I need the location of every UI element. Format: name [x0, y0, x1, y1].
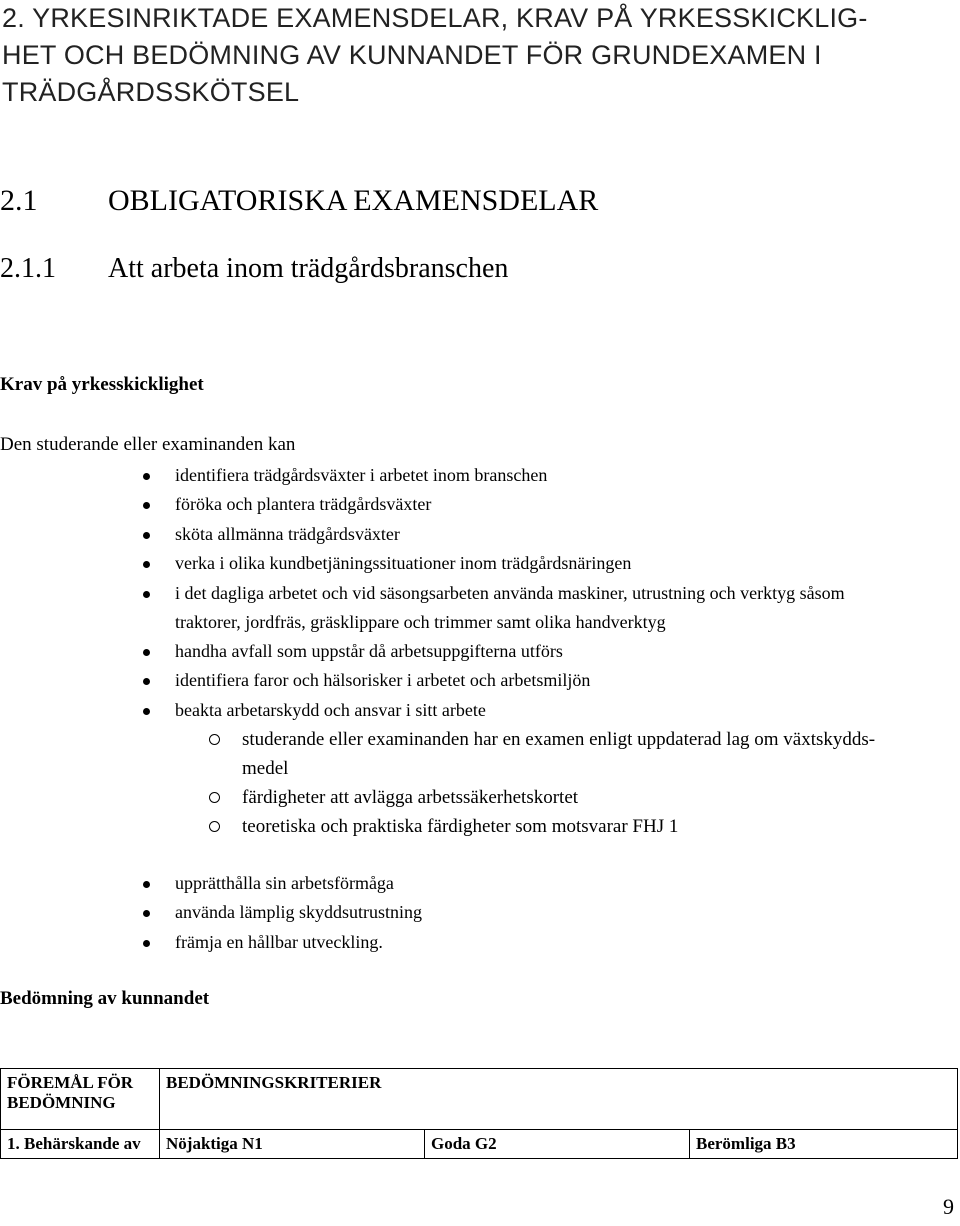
chapter-heading-line: 2. YRKESINRIKTADE EXAMENSDELAR, KRAV PÅ YRKESSKICKLIG-: [2, 3, 868, 33]
subsection-number: 2.1.1: [0, 253, 56, 284]
chapter-heading-line: TRÄDGÅRDSSKÖTSEL: [2, 77, 300, 107]
list-item: främja en hållbar utveckling.: [0, 928, 960, 957]
header-line: BEDÖMNING: [7, 1093, 116, 1112]
table-cell: 1. Behärskande av: [1, 1130, 160, 1159]
list-item: identifiera trädgårdsväxter i arbetet inom branschen: [0, 461, 960, 490]
assessment-table: [0, 1068, 958, 1159]
sub-requirements-list-cont: [0, 783, 960, 841]
sub-list-item-continuation: medel: [242, 758, 289, 779]
section-title: OBLIGATORISKA EXAMENSDELAR: [108, 184, 599, 217]
table-cell: Berömliga B3: [690, 1130, 958, 1159]
list-item-text: i det dagliga arbetet och vid säsongsarbeten använda maskiner, utrustning och verktyg såsom: [175, 582, 845, 603]
chapter-heading-line: HET OCH BEDÖMNING AV KUNNANDET FÖR GRUNDEXAMEN I: [2, 40, 822, 70]
requirements-list-end: [0, 869, 960, 957]
requirements-list-cont: [0, 637, 960, 725]
requirements-heading: Krav på yrkesskicklighet: [0, 374, 204, 395]
sub-requirements-list: [0, 725, 960, 754]
list-item: sköta allmänna trädgårdsväxter: [0, 520, 960, 549]
list-item: beakta arbetarskydd och ansvar i sitt arbete: [0, 696, 960, 725]
list-item: [0, 579, 960, 608]
table-row: [1, 1130, 958, 1159]
sub-list-item: studerande eller examinanden har en examen enligt uppdaterad lag om växtskydds-: [0, 725, 960, 754]
table-header-row: [1, 1069, 958, 1130]
table-cell: Goda G2: [425, 1130, 690, 1159]
list-item: verka i olika kundbetjäningssituationer inom trädgårdsnäringen: [0, 549, 960, 578]
list-item: identifiera faror och hälsorisker i arbetet och arbetsmiljön: [0, 666, 960, 695]
chapter-heading: [2, 0, 952, 111]
list-item: upprätthålla sin arbetsförmåga: [0, 869, 960, 898]
sub-list-item: färdigheter att avlägga arbetssäkerhetskortet: [0, 783, 960, 812]
subsection-heading: [0, 249, 508, 289]
header-line: FÖREMÅL FÖR: [7, 1073, 134, 1092]
requirements-list: [0, 461, 960, 608]
list-item-continuation: traktorer, jordfräs, gräsklippare och trimmer samt olika handverktyg: [175, 612, 666, 632]
list-item: använda lämplig skyddsutrustning: [0, 898, 960, 927]
table-header-cell: BEDÖMNINGSKRITERIER: [160, 1069, 958, 1130]
section-number: 2.1: [0, 184, 38, 217]
sub-list-item: teoretiska och praktiska färdigheter som motsvarar FHJ 1: [0, 812, 960, 841]
list-item: föröka och plantera trädgårdsväxter: [0, 490, 960, 519]
table-cell: Nöjaktiga N1: [160, 1130, 425, 1159]
assessment-heading: Bedömning av kunnandet: [0, 988, 210, 1009]
intro-text: Den studerande eller examinanden kan: [0, 434, 296, 455]
subsection-title: Att arbeta inom trädgårdsbranschen: [108, 253, 509, 284]
page-number: 9: [943, 1194, 954, 1219]
list-item: handha avfall som uppstår då arbetsuppgifterna utförs: [0, 637, 960, 666]
table-header-cell: [1, 1069, 160, 1130]
section-heading: [0, 181, 598, 221]
